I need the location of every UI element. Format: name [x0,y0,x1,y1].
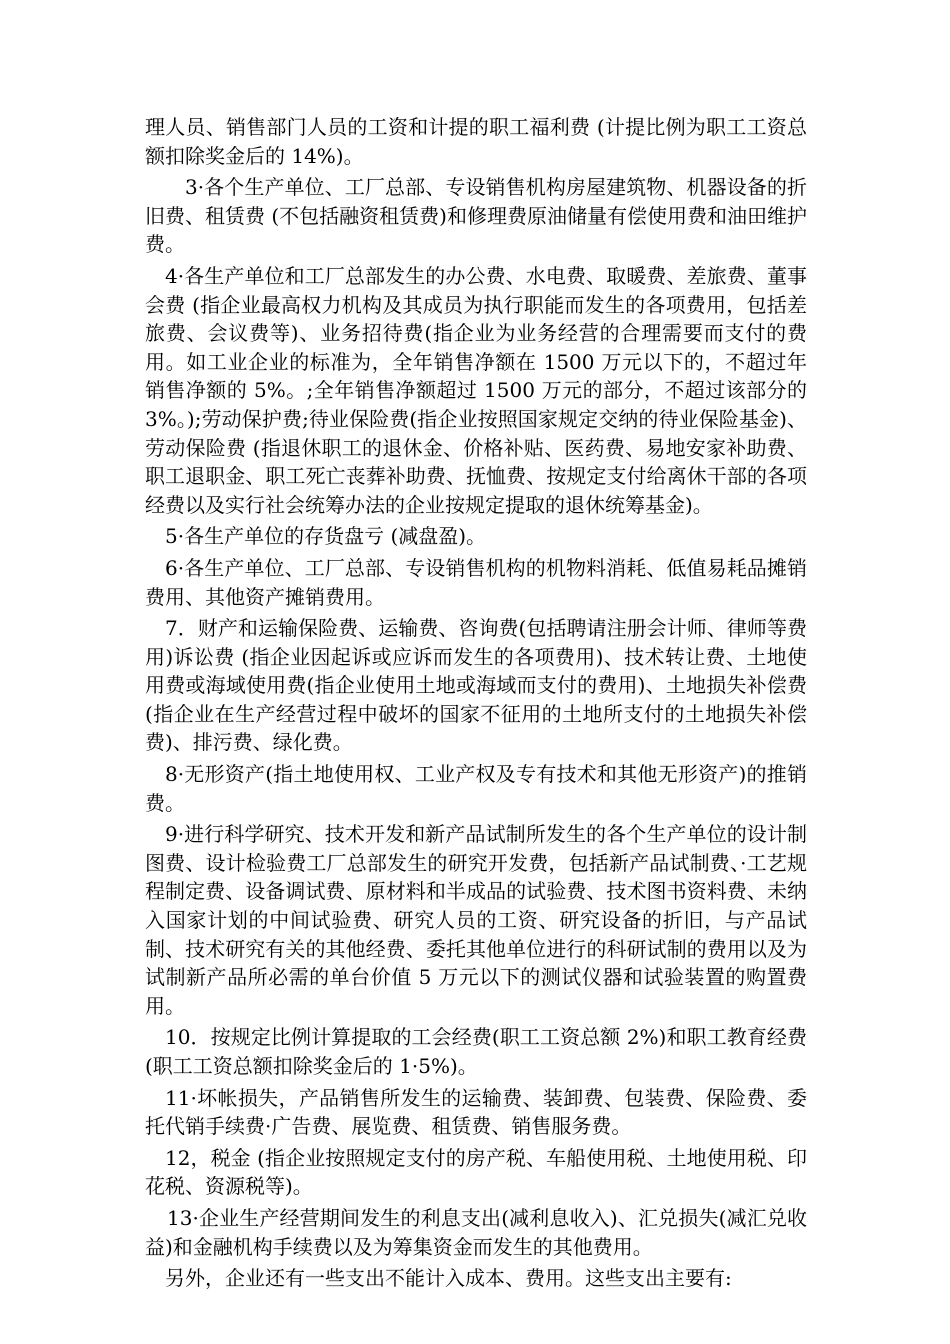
paragraph-item-11: 11·坏帐损失，产品销售所发生的运输费、装卸费、包装费、保险费、委托代销手续费·广告费、展览费、租赁费、销售服务费。 [145,1085,807,1139]
paragraph-item-5: 5·各生产单位的存货盘亏 (减盘盈)。 [165,524,487,549]
paragraph-item-4: 4·各生产单位和工厂总部发生的办公费、水电费、取暖费、差旅费、董事会费 (指企业最高权力机构及其成员为执行职能而发生的各项费用，包括差旅费、会议费等)、业务招待费(指企业为业务经营的合理需要而支付的费用。如工业企业的标准为，全年销售净额在 1500 万元以下的，不超过年销售净额的 5%。;全年销售净额超过 1500 万元的部分，不超过该部分的 3%。);劳动保护费;待业保险费(指企业按照国家规定交纳的待业保险基金)、劳动保险费 (指退休职工的退休金、价格补贴、医药费、易地安家补助费、职工退职金、职工死亡丧葬补助费、抚恤费、按规定支付给离休干部的各项经费以及实行社会统筹办法的企业按规定提取的退休统筹基金)。 [145,263,807,517]
paragraph-item-9: 9·进行科学研究、技术开发和新产品试制所发生的各个生产单位的设计制图费、设计检验费工厂总部发生的研究开发费，包括新产品试制费、·工艺规程制定费、设备调试费、原材料和半成品的试验费、技术图书资料费、未纳入国家计划的中间试验费、研究人员的工资、研究设备的折旧，与产品试制、技术研究有关的其他经费、委托其他单位进行的科研试制的费用以及为试制新产品所必需的单台价值 5 万元以下的测试仪器和试验装置的购置费用。 [145,822,807,1018]
paragraph-continuation: 理人员、销售部门人员的工资和计提的职工福利费 (计提比例为职工工资总额扣除奖金后的 14%)。 [145,115,807,168]
paragraph-item-3: 3·各个生产单位、工厂总部、专设销售机构房屋建筑物、机器设备的折旧费、租赁费 (不包括融资租赁费)和修理费原油储量有偿使用费和油田维护费。 [145,175,807,257]
document-body [145,113,807,1296]
paragraph-item-8: 8·无形资产(指土地使用权、工业产权及专有技术和其他无形资产)的推销费。 [145,762,807,815]
paragraph-item-10: 10．按规定比例计算提取的工会经费(职工工资总额 2%)和职工教育经费 (职工工资总额扣除奖金后的 1·5%)。 [145,1025,807,1078]
paragraph-item-6: 6·各生产单位、工厂总部、专设销售机构的机物料消耗、低值易耗品摊销费用、其他资产摊销费用。 [145,555,807,609]
paragraph-item-12: 12，税金 (指企业按照规定支付的房产税、车船使用税、土地使用税、印花税、资源税等)。 [145,1145,807,1199]
paragraph-item-13: 13·企业生产经营期间发生的利息支出(减利息收入)、汇兑损失(减汇兑收益)和金融机构手续费以及为筹集资金而发生的其他费用。 [145,1205,807,1259]
paragraph-closing: 另外，企业还有一些支出不能计入成本、费用。这些支出主要有: [165,1266,732,1291]
paragraph-item-7: 7．财产和运输保险费、运输费、咨询费(包括聘请注册会计师、律师等费用)诉讼费 (指企业因起诉或应诉而发生的各项费用)、技术转让费、土地使用费或海域使用费(指企业使用土地或海域而支付的费用)、土地损失补偿费(指企业在生产经营过程中破坏的国家不征用的土地所支付的土地损失补偿费)、排污费、绿化费。 [145,616,807,755]
